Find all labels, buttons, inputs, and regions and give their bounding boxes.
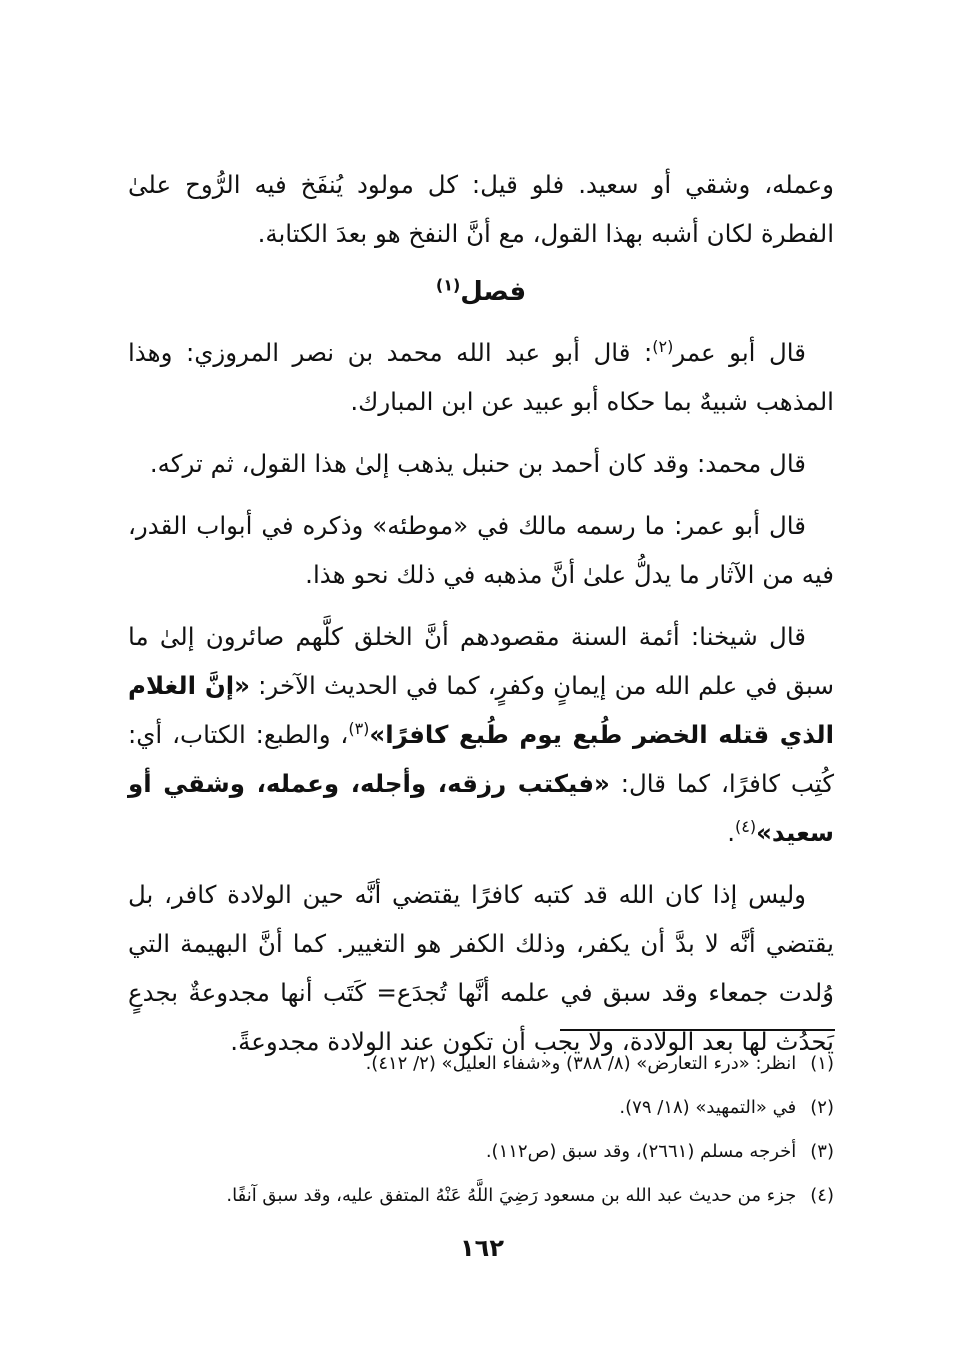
footnote-number: (١) (810, 1053, 834, 1074)
paragraph-5 (128, 612, 834, 857)
heading-text: فصل (460, 277, 527, 307)
paragraph-1: وعمله، وشقي أو سعيد. فلو قيل: كل مولود يُنفَخ فيه الرُّوح علىٰ الفطرة لكان أشبه بهذا القول، مع أنَّ النفخ هو بعدَ الكتابة. (128, 170, 834, 248)
footnote-2 (128, 1086, 834, 1130)
main-text (128, 160, 834, 1079)
paragraph-5-part-e: . (727, 818, 735, 847)
paragraph-2 (128, 328, 834, 426)
footnote-text: انظر: «درء التعارض» (٨/ ٣٨٨) و«شفاء العليل» (٢/ ٤١٢). (365, 1053, 797, 1074)
section-heading (128, 266, 834, 318)
footnote-1 (128, 1042, 834, 1086)
hadith-quote-1: «إنَّ الغلام الذي قتله الخضر طُبع يوم طُبع كافرًا» (128, 671, 834, 749)
footnote-ref-2: (٢) (652, 336, 674, 356)
footnote-text: أخرجه مسلم (٢٦٦١)، وقد سبق (ص١١٢). (485, 1141, 797, 1162)
footnote-number: (٤) (810, 1185, 834, 1206)
paragraph-2-part-b: : قال أبو عبد الله محمد بن نصر المروزي: وهذا المذهب شبيهٌ بما حكاه أبو عبيد عن ابن المبارك. (128, 338, 834, 416)
footnote-number: (٢) (810, 1097, 834, 1118)
paragraph-4: قال أبو عمر: ما رسمه مالك في «موطئه» وذكره في أبواب القدر، فيه من الآثار ما يدلُّ علىٰ أنَّ مذهبه في ذلك نحو هذا. (128, 511, 834, 589)
footnote-4 (128, 1174, 834, 1218)
footnote-number: (٣) (810, 1141, 834, 1162)
footnote-ref-3: (٣) (348, 718, 370, 738)
footnote-ref-4: (٤) (735, 816, 757, 836)
footnote-text: جزء من حديث عبد الله بن مسعود رَضِيَ اللَّهُ عَنْهُ المتفق عليه، وقد سبق آنفًا. (226, 1185, 797, 1206)
footnote-3 (128, 1130, 834, 1174)
hadith-quote-2: «فيكتب رزقه، وأجله، وعمله، وشقي أو سعيد» (128, 769, 834, 847)
page-number: ١٦٢ (460, 1234, 504, 1262)
footnote-separator (560, 1029, 835, 1031)
paragraph-2-part-a: قال أبو عمر (673, 338, 806, 367)
footnote-text: في «التمهيد» (١٨/ ٧٩). (619, 1097, 797, 1118)
paragraph-3: قال محمد: وقد كان أحمد بن حنبل يذهب إلىٰ هذا القول، ثم تركه. (149, 449, 806, 478)
paragraph-5-part-c: ، والطبع: الكتاب، أي: كُتِب كافرًا، كما قال: (128, 720, 834, 798)
paragraph-5-part-a: قال شيخنا: أئمة السنة مقصودهم أنَّ الخلق كلَّهم صائرون إلىٰ ما سبق في علم الله من إيمانٍ وكفرٍ، كما في الحديث الآخر: (128, 622, 834, 700)
footnotes (128, 1042, 834, 1218)
footnote-ref-1: (١) (435, 275, 461, 295)
paragraph-6: وليس إذا كان الله قد كتبه كافرًا يقتضي أنَّه حين الولادة كافر، بل يقتضي أنَّه لا بدَّ أن يكفر، وذلك الكفر هو التغيير. كما أنَّ البهيمة التي وُلدت جمعاء وقد سبق في علمه أنَّها تُجدَع= كَتَب أنها مجدوعةٌ بجدعٍ يَحدُث لها بعد الولادة، ولا يجب أن تكون عند الولادة مجدوعةً. (128, 880, 834, 1056)
